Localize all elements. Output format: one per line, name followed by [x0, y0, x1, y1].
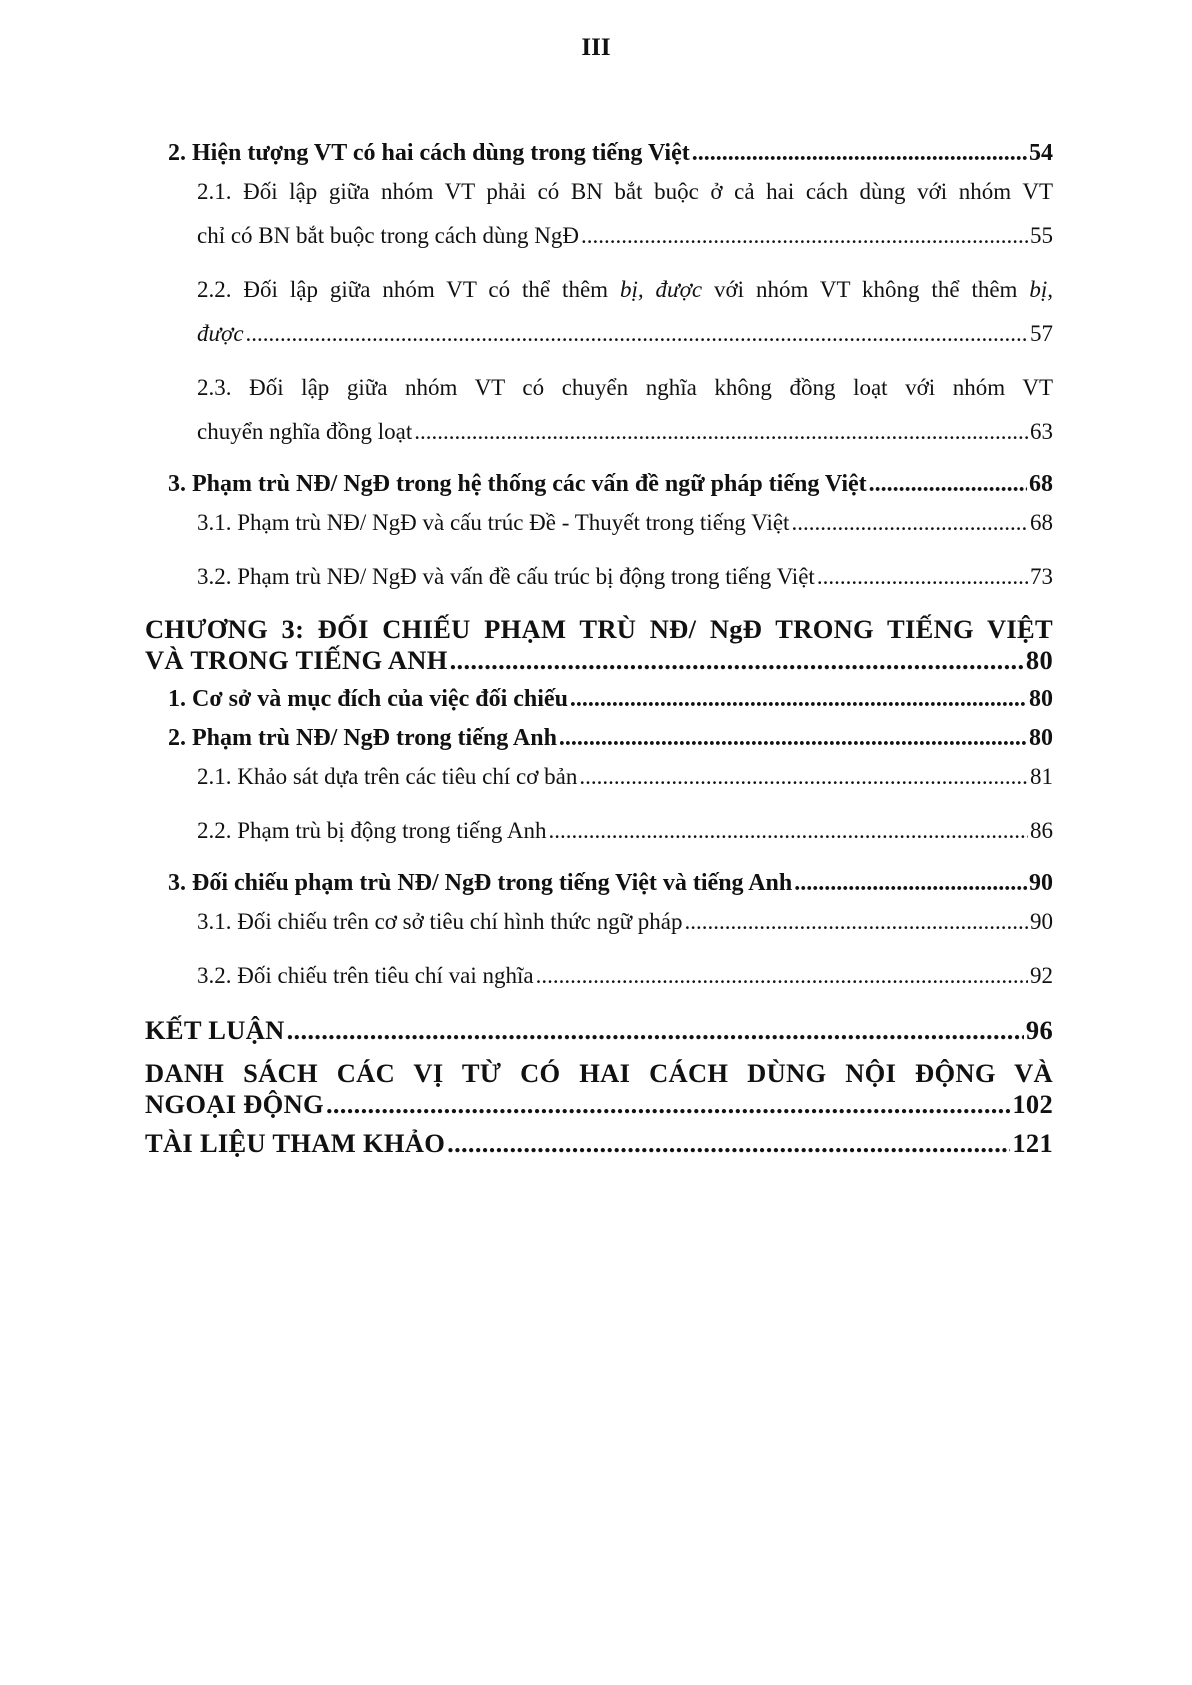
leader-dots [692, 140, 1027, 167]
leader-dots [794, 870, 1027, 897]
toc-entry-page: 90 [1030, 909, 1053, 934]
toc-entry-page: 54 [1029, 140, 1053, 166]
toc-entry-title: 1. Cơ sở và mục đích của việc đối chiếu [168, 686, 568, 712]
toc-entry-verb-list[interactable] [145, 1058, 1053, 1120]
toc-entry-title-line1: 2.3. Đối lập giữa nhóm VT có chuyển nghĩa không đồng loạt với nhóm VT [197, 375, 1053, 400]
toc-entry-page: 80 [1025, 645, 1053, 675]
toc-entry-title: 3. Đối chiếu phạm trù NĐ/ NgĐ trong tiếng Việt và tiếng Anh [168, 870, 793, 896]
toc-entry-references[interactable] [145, 1128, 1053, 1159]
leader-dots [536, 963, 1028, 989]
toc-entry-page: 92 [1030, 963, 1053, 988]
toc-entry-3-1[interactable] [197, 510, 1053, 536]
leader-dots [246, 321, 1028, 347]
toc-entry-title: TÀI LIỆU THAM KHẢO [145, 1128, 446, 1158]
leader-dots [581, 223, 1028, 249]
leader-dots [817, 564, 1028, 590]
toc-entry-title: 3. Phạm trù NĐ/ NgĐ trong hệ thống các vấn đề ngữ pháp tiếng Việt [168, 471, 867, 497]
toc-entry-title: chuyển nghĩa đồng loạt [197, 419, 413, 444]
page-number: III [581, 34, 611, 61]
toc-entry-title-line1 [197, 277, 1053, 303]
toc-entry-section-3[interactable] [168, 471, 1053, 498]
title-part-italic: bị, [1029, 277, 1054, 302]
toc-entry-page: 90 [1029, 870, 1053, 896]
leader-dots [579, 764, 1028, 790]
toc-entry-title: 3.2. Đối chiếu trên tiêu chí vai nghĩa [197, 963, 534, 988]
toc-entry-title: KẾT LUẬN [145, 1015, 285, 1045]
toc-entry-page: 81 [1030, 764, 1053, 789]
title-part-italic: bị, được [619, 277, 703, 302]
leader-dots [791, 510, 1028, 536]
toc-entry-page: 68 [1029, 471, 1053, 497]
toc-entry-title-line1: 2.1. Đối lập giữa nhóm VT phải có BN bắt buộc ở cả hai cách dùng với nhóm VT [197, 179, 1053, 204]
leader-dots [450, 645, 1024, 676]
leader-dots [414, 419, 1028, 445]
toc-entry-page: 68 [1030, 510, 1053, 535]
toc-entry-title: 3.1. Đối chiếu trên cơ sở tiêu chí hình thức ngữ pháp [197, 909, 683, 934]
toc-entry-2-2[interactable] [197, 277, 1053, 347]
toc-entry-title: 3.1. Phạm trù NĐ/ NgĐ và cấu trúc Đề - Thuyết trong tiếng Việt [197, 510, 790, 535]
toc-entry-ch3-2-1[interactable] [197, 764, 1053, 790]
leader-dots [287, 1015, 1024, 1046]
leader-dots [570, 686, 1027, 713]
toc-entry-title: VÀ TRONG TIẾNG ANH [145, 645, 448, 675]
toc-entry-2-3[interactable] [197, 375, 1053, 445]
toc-entry-title: 2. Hiện tượng VT có hai cách dùng trong tiếng Việt [168, 140, 690, 166]
toc-entry-title: NGOẠI ĐỘNG [145, 1089, 324, 1119]
toc-entry-section-2[interactable] [168, 140, 1053, 167]
toc-entry-title: 2.1. Khảo sát dựa trên các tiêu chí cơ bản [197, 764, 578, 789]
toc-entry-page: 57 [1030, 321, 1053, 346]
leader-dots [548, 818, 1028, 844]
toc-entry-ch3-section-2[interactable] [168, 725, 1053, 752]
toc-entry-ch3-section-1[interactable] [168, 686, 1053, 713]
toc-entry-3-2[interactable] [197, 564, 1053, 590]
toc-entry-title-line1: CHƯƠNG 3: ĐỐI CHIẾU PHẠM TRÙ NĐ/ NgĐ TRONG TIẾNG VIỆT [145, 614, 1053, 644]
toc-entry-page: 96 [1025, 1015, 1053, 1045]
toc-entry-page: 80 [1029, 686, 1053, 712]
toc-entry-page: 63 [1030, 419, 1053, 444]
toc-entry-conclusion[interactable] [145, 1015, 1053, 1046]
title-part: 2.2. Đối lập giữa nhóm VT có thể thêm [197, 277, 620, 302]
toc-entry-chapter-3[interactable] [145, 614, 1053, 676]
toc-entry-ch3-2-2[interactable] [197, 818, 1053, 844]
leader-dots [326, 1089, 1010, 1120]
table-of-contents [0, 140, 1192, 1159]
toc-entry-page: 102 [1012, 1089, 1053, 1119]
toc-entry-page: 121 [1012, 1128, 1053, 1158]
leader-dots [685, 909, 1028, 935]
toc-entry-page: 55 [1030, 223, 1053, 248]
toc-entry-title: 2. Phạm trù NĐ/ NgĐ trong tiếng Anh [168, 725, 557, 751]
toc-entry-2-1[interactable] [197, 179, 1053, 249]
leader-dots [447, 1128, 1010, 1159]
toc-entry-page: 80 [1029, 725, 1053, 751]
leader-dots [559, 725, 1027, 752]
toc-entry-page: 73 [1030, 564, 1053, 589]
toc-entry-title-line1: DANH SÁCH CÁC VỊ TỪ CÓ HAI CÁCH DÙNG NỘI ĐỘNG VÀ [145, 1058, 1053, 1088]
toc-entry-title: được [197, 321, 244, 346]
toc-entry-title: 3.2. Phạm trù NĐ/ NgĐ và vấn đề cấu trúc bị động trong tiếng Việt [197, 564, 815, 589]
toc-entry-ch3-3-1[interactable] [197, 909, 1053, 935]
title-part: với nhóm VT không thể thêm [702, 277, 1030, 302]
toc-entry-title: chỉ có BN bắt buộc trong cách dùng NgĐ [197, 223, 579, 248]
leader-dots [869, 471, 1027, 498]
toc-entry-ch3-section-3[interactable] [168, 870, 1053, 897]
toc-entry-page: 86 [1030, 818, 1053, 843]
toc-entry-ch3-3-2[interactable] [197, 963, 1053, 989]
toc-entry-title: 2.2. Phạm trù bị động trong tiếng Anh [197, 818, 547, 843]
